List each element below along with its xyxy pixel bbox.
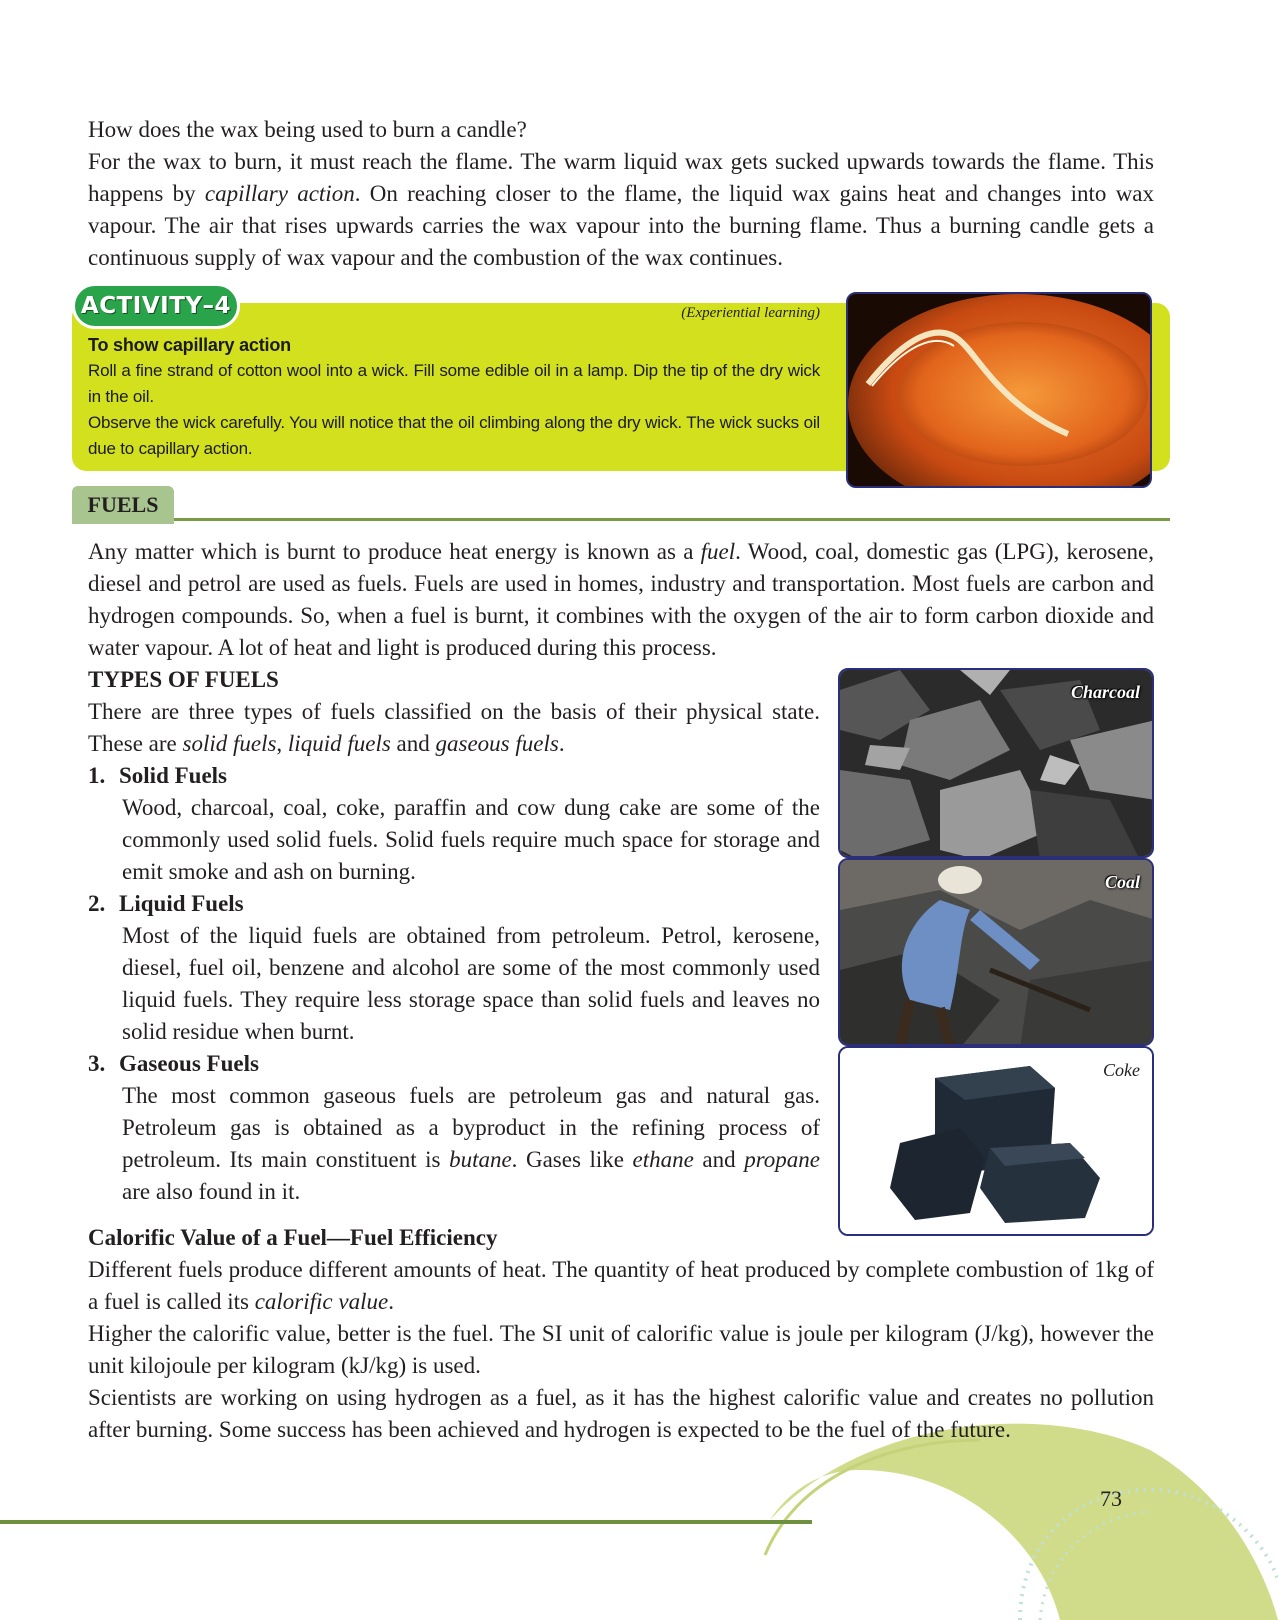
calorific-text-2: . bbox=[388, 1289, 394, 1314]
calorific-paragraph-2: Higher the calorific value, better is the fuel. The SI unit of calorific value is joule per kilogram (J/kg), however the unit kilojoule per kilogram (kJ/kg) is used. bbox=[88, 1321, 1154, 1378]
section-rule bbox=[72, 518, 1170, 521]
intro-question: How does the wax being used to burn a candle? bbox=[88, 117, 527, 142]
types-gas: gaseous fuels bbox=[435, 731, 559, 756]
gas-text-2: . Gases like bbox=[511, 1147, 633, 1172]
oil-lamp-illustration bbox=[848, 294, 1152, 488]
types-liquid: liquid fuels bbox=[287, 731, 391, 756]
calorific-paragraph-3: Scientists are working on using hydrogen as a fuel, as it has the highest calorific value and creates no pollution after burning. Some success has been achieved and hydrogen is expected to be the fuel of the future. bbox=[88, 1385, 1154, 1442]
gas-ethane: ethane bbox=[632, 1147, 694, 1172]
intro-answer-italic: capillary action bbox=[204, 181, 355, 206]
list-item-gaseous bbox=[88, 1048, 259, 1080]
list-item-solid bbox=[88, 760, 227, 792]
calorific-paragraph-1 bbox=[88, 1254, 1154, 1318]
list-number: 2. bbox=[88, 891, 106, 916]
bottom-rule bbox=[0, 1520, 812, 1524]
fuels-text-1: Any matter which is burnt to produce heat energy is known as a bbox=[88, 539, 701, 564]
liquid-fuels-text: Most of the liquid fuels are obtained from petroleum. Petrol, kerosene, diesel, fuel oil, benzene and alcohol are some of the most commonly used liquid fuels. They require less storage space than solid fuels and leaves no solid residue when burnt. bbox=[122, 923, 820, 1044]
types-text: There are three types of fuels classified on the basis of their physical state. These are bbox=[88, 699, 820, 756]
activity-step-2: Observe the wick carefully. You will notice that the oil climbing along the dry wick. The wick sucks oil due to capillary action. bbox=[88, 413, 820, 458]
solid-fuels-text: Wood, charcoal, coal, coke, paraffin and cow dung cake are some of the commonly used solid fuels. Solid fuels require much space for storage and emit smoke and ash on burning. bbox=[122, 795, 820, 884]
page-number: 73 bbox=[1100, 1486, 1122, 1511]
oil-lamp-photo bbox=[846, 292, 1152, 488]
gas-propane: propane bbox=[744, 1147, 820, 1172]
green-arc bbox=[770, 1424, 1278, 1620]
gas-butane: butane bbox=[449, 1147, 512, 1172]
intro-answer-text-2: . On reaching closer to the flame, the liquid wax gains heat and changes into wax vapour. The air that rises upwards carries the wax vapour into the burning flame. Thus a burning candle gets a continuous supply of wax vapour and the combustion of the wax continues. bbox=[88, 181, 1155, 270]
coke-label: Coke bbox=[1103, 1060, 1140, 1080]
types-heading: TYPES OF FUELS bbox=[88, 667, 279, 692]
gas-text-1: The most common gaseous fuels are petroleum gas and natural gas. Petroleum gas is obtained as a byproduct in the refining process of petroleum. Its main constituent is bbox=[122, 1083, 820, 1172]
fuels-heading: FUELS bbox=[72, 486, 174, 524]
fuels-text-2: . Wood, coal, domestic gas (LPG), kerosene, diesel and petrol are used as fuels. Fuels are used in homes, industry and transportation. Most fuels are carbon and hydrogen compounds. So, when a fuel is burnt, it combines with the oxygen of the air to form carbon dioxide and water vapour. A lot of heat and light is produced during this process. bbox=[88, 539, 1154, 660]
list-item-liquid bbox=[88, 888, 244, 920]
list-number: 3. bbox=[88, 1051, 106, 1076]
charcoal-photo bbox=[838, 668, 1154, 858]
coal-photo bbox=[838, 858, 1154, 1046]
coke-photo bbox=[838, 1046, 1154, 1236]
fuels-italic: fuel bbox=[700, 539, 736, 564]
calorific-heading: Calorific Value of a Fuel—Fuel Efficiency bbox=[88, 1225, 498, 1250]
gas-text-3: and bbox=[693, 1147, 745, 1172]
gaseous-fuels-text bbox=[122, 1080, 820, 1208]
charcoal-label: Charcoal bbox=[1070, 682, 1140, 702]
gas-text-4: are also found in it. bbox=[122, 1179, 301, 1204]
list-number: 1. bbox=[88, 763, 106, 788]
fuels-paragraph bbox=[88, 536, 1154, 664]
activity-title: To show capillary action bbox=[88, 335, 291, 355]
intro-answer bbox=[88, 146, 1154, 274]
types-end: . bbox=[558, 731, 565, 756]
activity-step-1: Roll a fine strand of cotton wool into a wick. Fill some edible oil in a lamp. Dip the tip of the dry wick in the oil. bbox=[88, 361, 820, 406]
list-title: Solid Fuels bbox=[119, 763, 228, 788]
activity-badge: ACTIVITY–4 bbox=[72, 283, 240, 329]
intro-answer-text-1: For the wax to burn, it must reach the flame. The warm liquid wax gets sucked upwards towards the flame. This happens by bbox=[88, 149, 1154, 206]
types-paragraph bbox=[88, 696, 820, 760]
types-solid: solid fuels bbox=[182, 731, 277, 756]
activity-tag: (Experiential learning) bbox=[681, 305, 820, 321]
calorific-italic: calorific value bbox=[254, 1289, 389, 1314]
list-title: Liquid Fuels bbox=[119, 891, 244, 916]
calorific-text-1: Different fuels produce different amounts of heat. The quantity of heat produced by complete combustion of 1kg of a fuel is called its bbox=[88, 1257, 1154, 1314]
types-comma: , bbox=[276, 731, 288, 756]
coal-label: Coal bbox=[1104, 872, 1140, 892]
types-and: and bbox=[390, 731, 436, 756]
list-title: Gaseous Fuels bbox=[119, 1051, 259, 1076]
